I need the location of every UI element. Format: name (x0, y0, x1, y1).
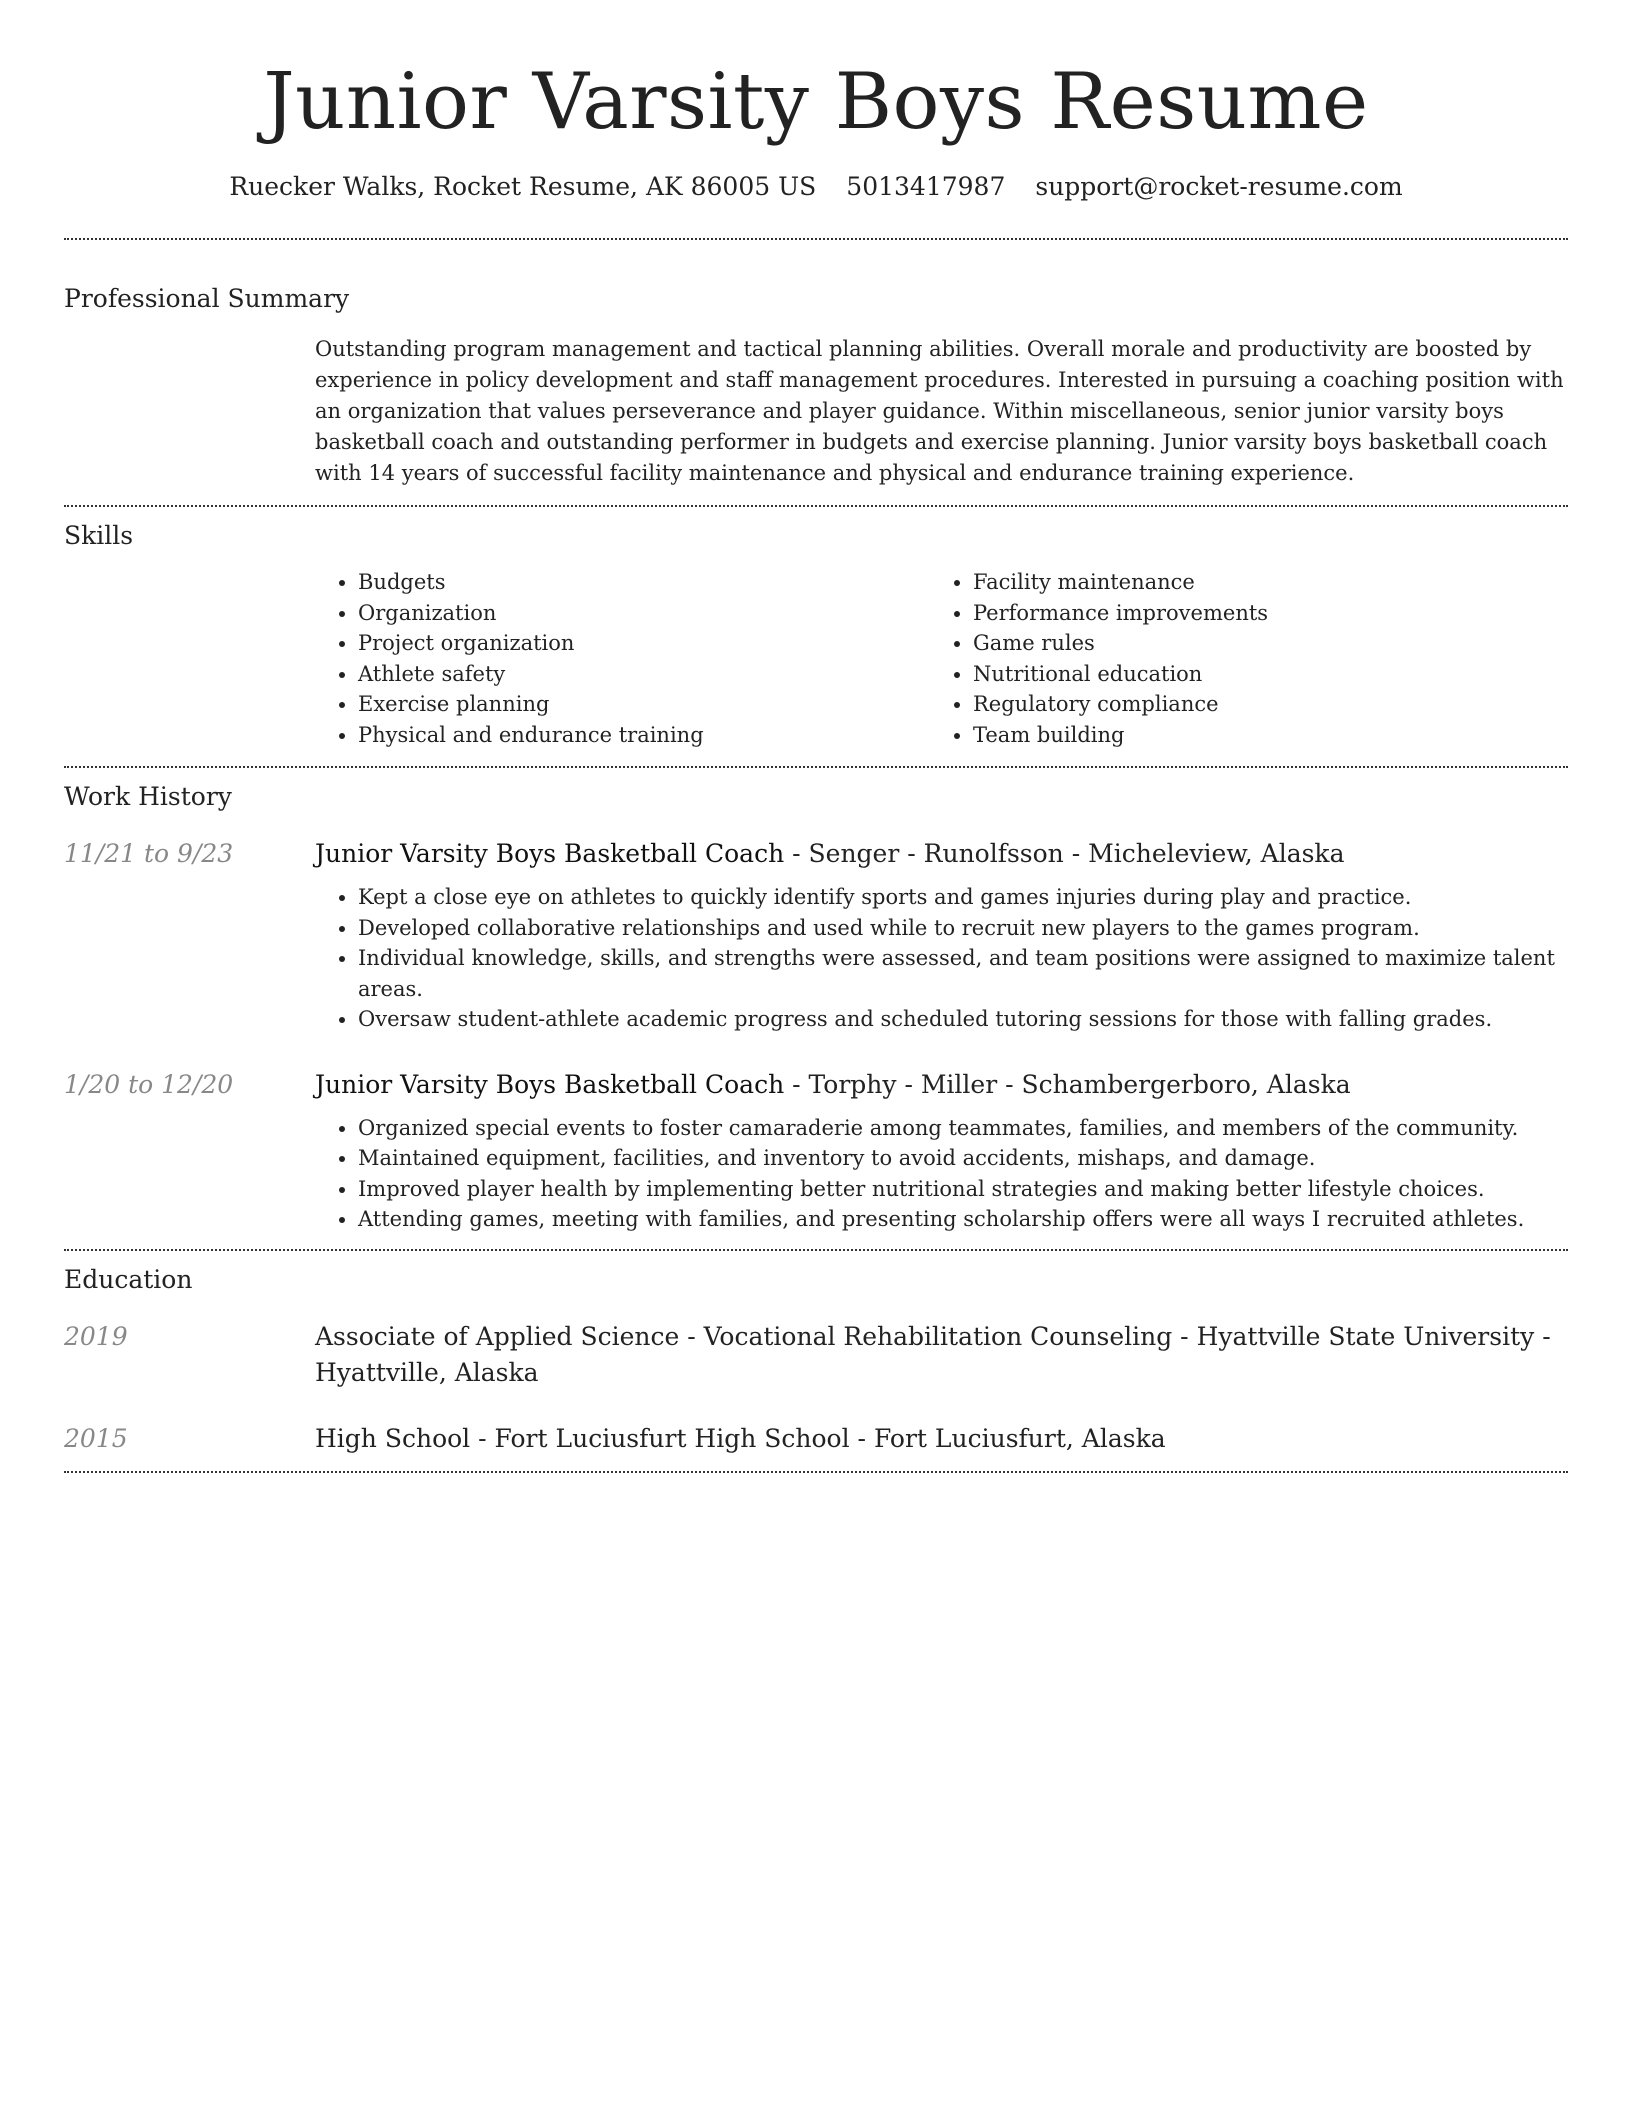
skill-item: • Organization (358, 598, 930, 629)
skill-item: • Budgets (358, 567, 930, 598)
skills-section (64, 507, 1568, 766)
skill-item: • Exercise planning (358, 689, 930, 720)
education-entry (64, 1421, 1568, 1457)
skill-item: • Performance improvements (973, 598, 1545, 629)
summary-heading: Professional Summary (64, 284, 350, 313)
job-bullet: • Developed collaborative relationships and used while to recruit new players to the games program. (358, 913, 1568, 944)
job-details: - Senger - Runolfsson - Micheleview, Alaska (784, 839, 1345, 868)
contact-phone: 5013417987 (846, 172, 1006, 201)
education-heading: Education (64, 1264, 193, 1294)
divider (64, 1471, 1568, 1473)
education-heading-text (315, 1319, 1568, 1391)
education-year: 2019 (64, 1321, 128, 1351)
resume-page (64, 0, 1568, 1473)
summary-text: Outstanding program management and tactical planning abilities. Overall morale and productivity are boosted by experience in policy development and staff management procedures. Interested in pursuing a coaching position with an organization that values perseverance and player guidance. Within miscellaneous, senior junior varsity boys basketball coach and outstanding performer in budgets and exercise planning. Junior varsity boys basketball coach with 14 years of successful facility maintenance and physical and endurance training experience. (315, 337, 1564, 485)
skill-item: • Project organization (358, 628, 930, 659)
skills-grid (315, 567, 1568, 750)
education-heading-text (315, 1421, 1568, 1457)
job-bullet: • Improved player health by implementing better nutritional strategies and making better lifestyle choices. (358, 1174, 1568, 1205)
job-heading (315, 1067, 1351, 1103)
skills-heading: Skills (64, 521, 134, 550)
skill-item: • Team building (973, 720, 1545, 751)
job-bullet: • Attending games, meeting with families, and presenting scholarship offers were all ways I recruited athletes. (358, 1204, 1568, 1235)
skill-item: • Physical and endurance training (358, 720, 930, 751)
skill-item: • Athlete safety (358, 659, 930, 690)
job-bullet: • Individual knowledge, skills, and strengths were assessed, and team positions were assigned to maximize talent areas. (358, 943, 1568, 1004)
job-entry (64, 836, 1568, 1035)
education-entry (64, 1319, 1568, 1391)
education-degree: High School (315, 1423, 471, 1453)
job-heading (315, 836, 1344, 872)
job-details: - Torphy - Miller - Schambergerboro, Alaska (784, 1069, 1351, 1099)
skill-item: • Facility maintenance (973, 567, 1545, 598)
summary-section (64, 240, 1568, 505)
education-details: - Hyattville State University - Hyattville, Alaska (315, 1321, 1551, 1387)
job-dates: 11/21 to 9/23 (64, 839, 234, 868)
job-dates: 1/20 to 12/20 (64, 1069, 234, 1099)
contact-line (64, 170, 1568, 204)
skill-item: • Game rules (973, 628, 1545, 659)
education-details: - Fort Luciusfurt High School - Fort Luciusfurt, Alaska (470, 1423, 1166, 1453)
resume-title: Junior Varsity Boys Resume (263, 57, 1369, 147)
skills-column-right (930, 567, 1545, 750)
skill-item: • Nutritional education (973, 659, 1545, 690)
job-title: Junior Varsity Boys Basketball Coach (315, 839, 785, 868)
contact-email: support@rocket-resume.com (1035, 172, 1403, 201)
job-entry (64, 1067, 1568, 1235)
education-degree: Associate of Applied Science - Vocational Rehabilitation Counseling (315, 1321, 1173, 1351)
work-section (64, 768, 1568, 1249)
job-bullet: • Oversaw student-athlete academic progress and scheduled tutoring sessions for those with falling grades. (358, 1004, 1568, 1035)
skill-item: • Regulatory compliance (973, 689, 1545, 720)
job-bullet: • Maintained equipment, facilities, and inventory to avoid accidents, mishaps, and damage. (358, 1143, 1568, 1174)
job-title: Junior Varsity Boys Basketball Coach (315, 1069, 785, 1099)
job-bullet: • Kept a close eye on athletes to quickly identify sports and games injuries during play and practice. (358, 882, 1568, 913)
education-section (64, 1251, 1568, 1471)
work-heading: Work History (64, 782, 232, 811)
job-bullet: • Organized special events to foster camaraderie among teammates, families, and members of the community. (358, 1113, 1568, 1144)
contact-address: Ruecker Walks, Rocket Resume, AK 86005 US (229, 172, 817, 201)
skills-column-left (315, 567, 930, 750)
education-year: 2015 (64, 1423, 128, 1453)
